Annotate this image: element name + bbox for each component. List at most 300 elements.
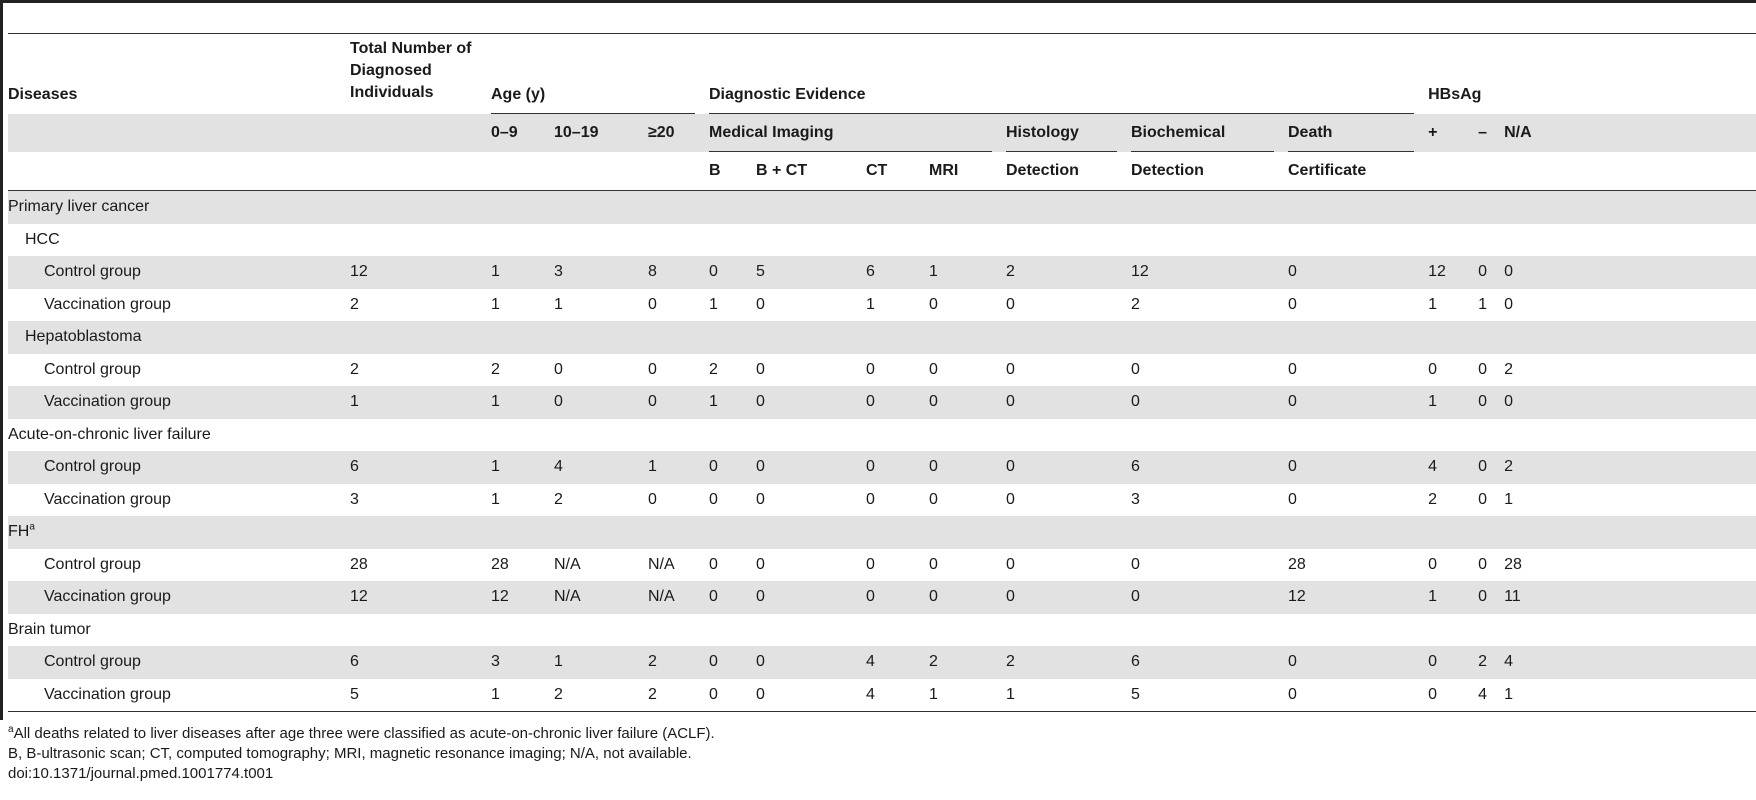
table-cell: 4 xyxy=(1478,685,1487,703)
table-cell xyxy=(866,224,929,257)
table-cell: 0 xyxy=(1478,386,1504,419)
table-cell: 0 xyxy=(1504,386,1756,419)
header-diseases: Diseases xyxy=(8,86,78,103)
table-cell: 12 xyxy=(350,256,491,289)
table-cell: 1 xyxy=(929,256,1006,289)
table-cell: 0 xyxy=(709,451,756,484)
header-ct: CT xyxy=(866,162,888,179)
table-cell: 2 xyxy=(648,646,709,679)
table-cell: 0 xyxy=(1006,360,1015,378)
header-histology: Histology xyxy=(1006,114,1131,152)
table-cell: 0 xyxy=(756,490,765,508)
header-age-0-9: 0–9 xyxy=(491,114,554,152)
section-row xyxy=(8,191,1756,224)
table-cell xyxy=(491,516,554,549)
header-hbsag-plus: + xyxy=(1428,114,1478,152)
row-label xyxy=(8,321,350,354)
table-cell: 0 xyxy=(756,685,765,703)
table-cell xyxy=(1006,419,1131,452)
table-cell: 6 xyxy=(350,451,491,484)
table-cell: 0 xyxy=(709,646,756,679)
table-cell xyxy=(1131,224,1288,257)
table-cell xyxy=(866,614,929,647)
table-cell: 0 xyxy=(709,256,756,289)
table-cell xyxy=(929,614,1006,647)
table-cell: 6 xyxy=(866,256,929,289)
row-label-text: Brain tumor xyxy=(8,620,91,638)
table-cell: 1 xyxy=(1006,685,1015,703)
table-cell: 0 xyxy=(1288,490,1297,508)
table-cell: 0 xyxy=(1131,581,1288,614)
table-cell: 2 xyxy=(648,685,657,703)
table-cell: 0 xyxy=(929,451,1006,484)
table-cell: 1 xyxy=(1478,295,1487,313)
header-hbsag: HBsAg xyxy=(1428,86,1482,103)
row-label xyxy=(8,419,350,452)
table-cell xyxy=(350,614,491,647)
table-cell: 0 xyxy=(1288,646,1428,679)
table-cell: 0 xyxy=(1478,451,1504,484)
table-cell xyxy=(1006,614,1131,647)
table-cell: 2 xyxy=(1428,490,1437,508)
top-border xyxy=(0,0,1756,3)
table-cell xyxy=(1504,321,1756,354)
row-label xyxy=(8,191,350,224)
table-cell: 2 xyxy=(554,490,563,508)
table-cell: 5 xyxy=(1131,685,1140,703)
table-bottom-rule xyxy=(8,711,1756,712)
table-cell: 0 xyxy=(1288,360,1297,378)
table-cell: 2 xyxy=(709,360,718,378)
table-cell: 0 xyxy=(866,581,929,614)
table-cell xyxy=(1428,224,1478,257)
table-cell xyxy=(1504,614,1756,647)
header-hbsag-minus: – xyxy=(1478,114,1504,152)
table-cell: 12 xyxy=(1288,581,1428,614)
table-cell: 4 xyxy=(554,451,648,484)
table-cell: 12 xyxy=(350,581,491,614)
row-label-text: Control group xyxy=(44,263,141,281)
table-cell xyxy=(1131,321,1288,354)
table-cell xyxy=(709,191,756,224)
header-mri: MRI xyxy=(929,162,959,179)
header-row-1 xyxy=(8,34,1756,114)
table-cell: 5 xyxy=(756,256,866,289)
table-row xyxy=(8,354,1756,387)
table-cell xyxy=(929,321,1006,354)
table-cell: 0 xyxy=(1131,360,1140,378)
table-row xyxy=(8,581,1756,614)
table-cell xyxy=(554,321,648,354)
table-cell: 4 xyxy=(1428,451,1478,484)
header-biochemical: Biochemical xyxy=(1131,114,1288,152)
table-cell xyxy=(866,419,929,452)
table-cell xyxy=(1478,419,1504,452)
row-label-text: Control group xyxy=(44,458,141,476)
table-cell: 0 xyxy=(709,581,756,614)
footnote-marker: a xyxy=(8,724,14,735)
footnote-a xyxy=(8,724,1756,744)
table-cell: 0 xyxy=(929,360,938,378)
table-cell xyxy=(554,419,648,452)
abbreviations-note: B, B-ultrasonic scan; CT, computed tomography; MRI, magnetic resonance imaging; N/A, not available. xyxy=(8,745,692,762)
section-row xyxy=(8,224,1756,257)
table-cell xyxy=(756,614,866,647)
table-cell xyxy=(709,419,756,452)
row-label xyxy=(8,516,350,549)
table-cell: 3 xyxy=(554,256,648,289)
table-cell xyxy=(866,191,929,224)
table-cell xyxy=(756,191,866,224)
table-cell xyxy=(1288,321,1428,354)
table-cell: 2 xyxy=(929,646,1006,679)
table-cell xyxy=(1428,614,1478,647)
table-cell xyxy=(648,321,709,354)
table-cell: 2 xyxy=(1131,295,1140,313)
table-row xyxy=(8,386,1756,419)
row-label-text: Acute-on-chronic liver failure xyxy=(8,425,211,443)
header-age: Age (y) xyxy=(491,34,709,114)
table-cell: 0 xyxy=(1006,451,1131,484)
table-cell xyxy=(491,419,554,452)
row-label xyxy=(8,224,350,257)
table-cell xyxy=(866,321,929,354)
table-cell: 1 xyxy=(709,295,718,313)
table-cell xyxy=(648,419,709,452)
row-label xyxy=(8,679,350,712)
table-cell: 0 xyxy=(1478,581,1504,614)
table-cell: 0 xyxy=(709,555,718,573)
header-medical-imaging: Medical Imaging xyxy=(709,114,1006,152)
table-cell: 1 xyxy=(491,256,554,289)
table-cell: 1 xyxy=(491,490,500,508)
table-row xyxy=(8,451,1756,484)
table-cell xyxy=(756,224,866,257)
table-cell: 8 xyxy=(648,256,709,289)
table-cell: 0 xyxy=(1006,555,1015,573)
table-cell: 0 xyxy=(866,386,929,419)
table-cell: 28 xyxy=(350,555,368,573)
table-cell xyxy=(350,516,491,549)
table-cell: 0 xyxy=(756,581,866,614)
header-total: Total Number of Diagnosed Individuals xyxy=(350,40,472,101)
table-cell xyxy=(1131,419,1288,452)
table-cell xyxy=(929,224,1006,257)
table-cell: 3 xyxy=(1131,490,1140,508)
table-cell xyxy=(1131,191,1288,224)
table-cell: 1 xyxy=(929,685,938,703)
table-cell: N/A xyxy=(648,581,709,614)
table-row xyxy=(8,484,1756,517)
table-cell: 0 xyxy=(1478,360,1487,378)
table-cell xyxy=(756,419,866,452)
table-cell xyxy=(1006,321,1131,354)
table-cell: 4 xyxy=(866,685,875,703)
table-cell: 0 xyxy=(866,555,875,573)
table-cell: 1 xyxy=(648,451,709,484)
table-cell: 0 xyxy=(866,490,875,508)
table-cell: 2 xyxy=(1478,646,1504,679)
table-cell: 28 xyxy=(1288,555,1306,573)
table-cell: 1 xyxy=(1504,685,1513,703)
table-cell: 2 xyxy=(1006,646,1131,679)
table-cell: 0 xyxy=(554,386,648,419)
table-cell: 3 xyxy=(350,490,359,508)
table-cell xyxy=(1288,419,1428,452)
table-cell: 2 xyxy=(1504,360,1513,378)
table-cell xyxy=(1288,516,1428,549)
table-cell: 0 xyxy=(709,490,718,508)
table-cell xyxy=(709,516,756,549)
table-cell xyxy=(1478,224,1504,257)
table-cell: 0 xyxy=(1006,581,1131,614)
table-cell: 1 xyxy=(709,386,756,419)
table-cell xyxy=(554,224,648,257)
table-cell xyxy=(1428,321,1478,354)
table-cell xyxy=(1428,516,1478,549)
table-cell: 0 xyxy=(1504,295,1513,313)
table-row xyxy=(8,256,1756,289)
table-cell: 2 xyxy=(1504,451,1756,484)
row-label-text: Vaccination group xyxy=(44,685,171,703)
table-cell xyxy=(648,191,709,224)
section-row xyxy=(8,321,1756,354)
table-cell: 2 xyxy=(491,360,500,378)
table-cell: 0 xyxy=(756,386,866,419)
left-border xyxy=(0,0,3,720)
row-label-text: Vaccination group xyxy=(44,588,171,606)
table-cell: 1 xyxy=(350,386,491,419)
table-cell: 28 xyxy=(491,555,509,573)
table-cell xyxy=(491,224,554,257)
table-cell: 11 xyxy=(1504,581,1756,614)
table-cell xyxy=(709,614,756,647)
header-histology-detection: Detection xyxy=(1006,162,1079,179)
table-cell: 1 xyxy=(866,295,875,313)
doi-note: doi:10.1371/journal.pmed.1001774.t001 xyxy=(8,765,274,782)
row-label xyxy=(8,581,350,614)
section-row xyxy=(8,419,1756,452)
table-cell xyxy=(1478,191,1504,224)
table-row xyxy=(8,646,1756,679)
table-cell: 0 xyxy=(1428,685,1437,703)
table-cell: 1 xyxy=(1428,295,1437,313)
table-cell: 0 xyxy=(648,295,657,313)
header-biochemical-detection: Detection xyxy=(1131,162,1204,179)
table-cell xyxy=(1504,516,1756,549)
table-cell xyxy=(1428,191,1478,224)
table-cell xyxy=(554,516,648,549)
table-cell: 5 xyxy=(350,685,359,703)
table-cell: 0 xyxy=(1428,555,1437,573)
table-cell xyxy=(866,516,929,549)
table-cell: 0 xyxy=(1288,386,1428,419)
table-cell xyxy=(1288,614,1428,647)
table-cell: 2 xyxy=(350,360,359,378)
table-cell xyxy=(1478,321,1504,354)
table-cell xyxy=(709,321,756,354)
table-cell xyxy=(1288,224,1428,257)
table-cell: 0 xyxy=(929,581,1006,614)
table-cell: 6 xyxy=(1131,451,1288,484)
table-cell: 0 xyxy=(1478,256,1504,289)
table-cell: 1 xyxy=(491,386,554,419)
footnote-text: All deaths related to liver diseases after age three were classified as acute-on-chronic liver failure (ACLF). xyxy=(13,725,715,742)
table-cell: 0 xyxy=(648,386,709,419)
table-cell xyxy=(1288,191,1428,224)
table-cell xyxy=(1478,516,1504,549)
section-row xyxy=(8,614,1756,647)
table-cell: 28 xyxy=(1504,555,1522,573)
row-label-text: Control group xyxy=(44,555,141,573)
table-cell: 0 xyxy=(1288,685,1297,703)
table-cell: 0 xyxy=(866,360,875,378)
table-cell xyxy=(1006,224,1131,257)
table-cell xyxy=(1478,614,1504,647)
table-cell: 1 xyxy=(491,295,500,313)
table-cell xyxy=(1504,191,1756,224)
row-label-text: Control group xyxy=(44,653,141,671)
header-age-10-19: 10–19 xyxy=(554,114,648,152)
table-cell: 2 xyxy=(350,295,359,313)
table-cell: 0 xyxy=(929,295,938,313)
row-label-text: Vaccination group xyxy=(44,393,171,411)
table-cell xyxy=(1006,516,1131,549)
table-cell: 0 xyxy=(756,360,765,378)
table-cell xyxy=(350,419,491,452)
table-cell: 0 xyxy=(756,451,866,484)
table-cell xyxy=(1006,191,1131,224)
row-label xyxy=(8,256,350,289)
table-cell: 1 xyxy=(1428,386,1478,419)
row-label xyxy=(8,451,350,484)
table-row xyxy=(8,679,1756,712)
row-label xyxy=(8,614,350,647)
footnote-marker: a xyxy=(29,521,35,533)
table-cell xyxy=(554,614,648,647)
table-cell xyxy=(350,321,491,354)
table-cell: 1 xyxy=(554,295,563,313)
table-cell: 0 xyxy=(1288,256,1428,289)
table-cell: 1 xyxy=(491,451,554,484)
table-cell: 0 xyxy=(648,490,657,508)
table-cell: 0 xyxy=(1006,386,1131,419)
table-cell xyxy=(491,614,554,647)
table-cell xyxy=(1131,614,1288,647)
row-label-text: Hepatoblastoma xyxy=(25,328,142,346)
row-label xyxy=(8,646,350,679)
row-label xyxy=(8,484,350,517)
table-cell: N/A xyxy=(554,581,648,614)
table-cell: 2 xyxy=(1006,256,1131,289)
table-cell: 12 xyxy=(1131,256,1288,289)
table-cell: 1 xyxy=(1428,581,1478,614)
row-label xyxy=(8,386,350,419)
table-cell: 0 xyxy=(929,490,938,508)
header-hbsag-na: N/A xyxy=(1504,114,1756,152)
table-cell: 2 xyxy=(554,685,563,703)
table-row xyxy=(8,289,1756,322)
table-cell xyxy=(554,191,648,224)
table-cell: 0 xyxy=(1478,490,1487,508)
header-age-20: ≥20 xyxy=(648,114,709,152)
row-label-text: Primary liver cancer xyxy=(8,198,150,216)
header-diagnostic-evidence: Diagnostic Evidence xyxy=(709,34,1428,114)
row-label xyxy=(8,549,350,582)
header-b: B xyxy=(709,162,721,179)
row-label-text: HCC xyxy=(25,230,60,248)
table-cell xyxy=(648,224,709,257)
table-cell: 0 xyxy=(1288,295,1297,313)
row-label-text: FH xyxy=(8,523,30,541)
table-cell: 0 xyxy=(1428,360,1437,378)
table-cell xyxy=(350,224,491,257)
table-cell: 0 xyxy=(1131,555,1140,573)
table-notes xyxy=(8,724,1756,784)
table-cell xyxy=(491,191,554,224)
table-cell: 0 xyxy=(1006,490,1015,508)
table-cell: 6 xyxy=(350,646,491,679)
table-cell: 0 xyxy=(1478,555,1487,573)
table-cell: 1 xyxy=(1504,490,1513,508)
table-cell xyxy=(1131,516,1288,549)
table-cell: 1 xyxy=(554,646,648,679)
row-label xyxy=(8,354,350,387)
table-cell: 0 xyxy=(1006,295,1015,313)
table-cell: 0 xyxy=(1504,256,1756,289)
table-cell xyxy=(1504,419,1756,452)
table-cell xyxy=(756,321,866,354)
table-cell: 4 xyxy=(1504,646,1756,679)
table-cell: 0 xyxy=(756,555,765,573)
table-cell: N/A xyxy=(648,555,675,573)
header-death-certificate: Certificate xyxy=(1288,162,1367,179)
row-label-text: Vaccination group xyxy=(44,295,171,313)
header-row-3 xyxy=(8,152,1756,191)
table-cell xyxy=(1428,419,1478,452)
table-body xyxy=(8,191,1756,712)
table-cell xyxy=(1504,224,1756,257)
row-label-text: Control group xyxy=(44,360,141,378)
table-cell xyxy=(709,224,756,257)
table-cell: 0 xyxy=(756,295,765,313)
table-cell: 12 xyxy=(491,581,554,614)
table-cell: 0 xyxy=(866,451,929,484)
table-cell: 12 xyxy=(1428,256,1478,289)
table-cell: 0 xyxy=(1131,386,1288,419)
header-row-2 xyxy=(8,114,1756,152)
section-row xyxy=(8,516,1756,549)
table-cell xyxy=(648,516,709,549)
table-cell xyxy=(929,191,1006,224)
table-cell xyxy=(756,516,866,549)
table-cell: 0 xyxy=(1288,451,1428,484)
table-cell: 1 xyxy=(491,685,500,703)
table-container xyxy=(8,34,1756,784)
table-cell xyxy=(929,419,1006,452)
table-cell: 0 xyxy=(756,646,866,679)
table-cell: 0 xyxy=(1428,646,1478,679)
table-cell xyxy=(648,614,709,647)
row-label-text: Vaccination group xyxy=(44,490,171,508)
table-cell xyxy=(491,321,554,354)
table-cell: N/A xyxy=(554,555,581,573)
table-cell: 0 xyxy=(929,386,1006,419)
data-table xyxy=(8,34,1756,711)
table-cell: 3 xyxy=(491,646,554,679)
table-cell xyxy=(350,191,491,224)
table-cell xyxy=(929,516,1006,549)
